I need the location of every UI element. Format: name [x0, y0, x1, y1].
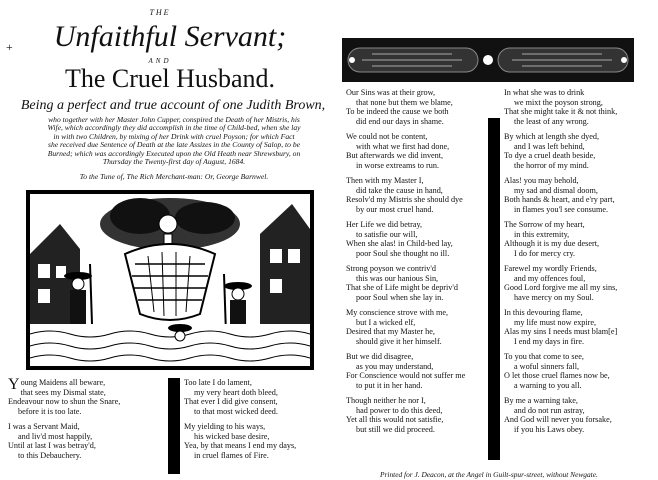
verse-line: Although it is my due desert,	[504, 239, 600, 248]
verse-line: To be indeed the cause we both	[346, 107, 449, 116]
stanza	[346, 308, 486, 346]
verse-line: Until at last I was betray'd,	[8, 441, 96, 450]
verse-line: Alas my sins I needs must blam[e]	[504, 327, 618, 336]
verse-line: did take the cause in hand,	[356, 185, 443, 195]
verse-line: but still we did proceed.	[356, 424, 435, 434]
description-line: Thursday the Twenty-first day of August, 1684.	[102, 157, 246, 167]
verse-line: my life must now expire,	[514, 317, 597, 327]
verse-line: should give it her himself.	[356, 336, 442, 346]
verse-line: Desired that my Master he,	[346, 327, 435, 336]
verse-line: as you may understand,	[356, 361, 434, 371]
description-line: who together with her Master John Cupper, conspired the Death of her Mistris, his	[48, 115, 300, 124]
verse-line: But afterwards we did invent,	[346, 151, 444, 160]
stanza	[8, 422, 168, 460]
verse-line: my very heart doth bleed,	[194, 387, 278, 397]
stanza	[8, 378, 168, 416]
verse-line: to this Debauchery.	[18, 450, 82, 460]
verse-line: if you his Laws obey.	[514, 424, 585, 434]
verse-line: When she alas! in Child-bed lay,	[346, 239, 453, 248]
verse-line: a warning to you all.	[514, 380, 582, 390]
verse-line: the least of any wrong.	[514, 116, 589, 126]
right-verse-column-1	[346, 88, 486, 440]
verse-line: the horror of my mind.	[514, 160, 589, 170]
stanza	[504, 352, 654, 390]
verse-line: Alas! you may behold,	[504, 176, 579, 185]
tune-line: To the Tune of, The Rich Merchant-man: Or, George Barnwel.	[79, 172, 269, 181]
verse-line: his wicked base desire,	[194, 431, 270, 441]
verse-line: and my offences foul,	[514, 273, 586, 283]
column-divider	[168, 378, 180, 474]
verse-line: in cruel flames of Fire.	[194, 450, 269, 460]
verse-line: Resolv'd my Mistris she should dye	[346, 195, 463, 204]
stanza	[346, 352, 486, 390]
verse-line: Yet all this would not satisfie,	[346, 415, 444, 424]
verse-line: a woful sinners fall,	[514, 361, 580, 371]
woodcut-illustration	[26, 190, 314, 370]
verse-line: that none but them we blame,	[356, 97, 453, 107]
verse-line: My conscience strove with me,	[346, 308, 449, 317]
imprint: Printed for J. Deacon, at the Angel in Guilt-spur-street, without Newgate.	[380, 470, 598, 479]
coffin-icon	[342, 38, 634, 82]
verse-line: in worse extreams to run.	[356, 160, 439, 170]
verse-line: For Conscience would not suffer me	[346, 371, 466, 380]
subtitle: Being a perfect and true account of one Judith Brown,	[20, 98, 326, 113]
stanza	[346, 132, 486, 170]
verse-line: with what we first had done,	[356, 141, 450, 151]
verse-line: and I was left behind,	[514, 141, 585, 151]
verse-line: Too late I do lament,	[184, 378, 252, 387]
stanza	[504, 396, 654, 434]
stanza	[504, 88, 654, 126]
stanza	[346, 88, 486, 126]
verse-line: my sad and dismal doom,	[514, 185, 598, 195]
verse-line: Yea, by that means I end my days,	[184, 441, 297, 450]
stanza	[504, 220, 654, 258]
verse-line: that sees my Dismal state,	[20, 387, 106, 397]
title-cruel-husband: The Cruel Husband.	[64, 64, 276, 93]
verse-line: Then with my Master I,	[346, 176, 424, 185]
verse-line: I end my days in fire.	[514, 336, 585, 346]
verse-line: and do not run astray,	[514, 405, 585, 415]
verse-line: and liv'd most happily,	[18, 431, 93, 441]
verse-line: Strong poyson we contriv'd	[346, 264, 436, 273]
right-verse-column-2	[504, 88, 654, 440]
stanza	[184, 422, 334, 460]
verse-line: The Sorrow of my heart,	[504, 220, 585, 229]
verse-line: O let those cruel flames now be,	[504, 371, 610, 380]
verse-line: Our Sins was at their grow,	[346, 88, 436, 97]
verse-line: poor Soul she thought no ill.	[356, 248, 450, 258]
title-the: THE	[149, 8, 171, 17]
description-line: Burned; which was accordingly Executed upon the Old Heath near Shrewsbury, on	[47, 148, 301, 158]
verse-line: Her Life we did betray,	[346, 220, 423, 229]
verse-line: To you that come to see,	[504, 352, 584, 361]
verse-line-text: oung Maidens all beware,	[20, 378, 106, 387]
stanza	[346, 264, 486, 302]
verse-line: Farewel my wordly Friends,	[504, 264, 597, 273]
margin-mark: +	[6, 40, 13, 54]
column-divider	[488, 118, 500, 460]
stanza	[346, 220, 486, 258]
verse-line: to that most wicked deed.	[194, 406, 278, 416]
stanza	[346, 176, 486, 214]
verse-line: That she of Life might be depriv'd	[346, 283, 458, 292]
title-unfaithful-servant: Unfaithful Servant;	[53, 20, 287, 53]
woodcut-scene-icon	[30, 194, 310, 366]
description-line: in with two Children, by mixing of her Drink with cruel Poyson; for which Fact	[53, 131, 295, 141]
verse-line: That ever I did give consent,	[184, 397, 278, 406]
description-line: she received due Sentence of Death at the late Assizes in the County of Salop, to be	[47, 140, 300, 150]
description-line: Wife, which accordingly they did accomplish in the time of Child-bed, when she lay	[47, 123, 301, 133]
stanza	[504, 264, 654, 302]
verse-line: poor Soul when she lay in.	[356, 292, 444, 302]
verse-line: by our most cruel hand.	[356, 204, 434, 214]
left-verse-column-2	[184, 378, 334, 466]
title-and: AND	[148, 57, 172, 65]
verse-line: By me a warning take,	[504, 396, 578, 405]
stanza	[504, 176, 654, 214]
verse-line: this was our hanious Sin,	[356, 273, 439, 283]
verse-line: I do for mercy cry.	[514, 248, 576, 258]
stanza	[504, 132, 654, 170]
verse-line: I was a Servant Maid,	[8, 422, 80, 431]
verse-line: Good Lord forgive me all my sins,	[504, 283, 618, 292]
stanza	[346, 396, 486, 434]
coffin-border-graphic	[342, 38, 634, 82]
verse-line: have mercy on my Soul.	[514, 292, 594, 302]
verse-line: did end our days in shame.	[356, 116, 444, 126]
verse-line: we mixt the poyson strong,	[514, 97, 603, 107]
verse-line: Both hands & heart, and e'ry part,	[504, 195, 615, 204]
verse-line: To dye a cruel death beside,	[504, 151, 596, 160]
verse-line: before it is too late.	[18, 406, 82, 416]
description	[14, 116, 334, 166]
verse-line: to put it in her hand.	[356, 380, 423, 390]
verse-line: in flames you'l see consume.	[514, 204, 609, 214]
stanza	[184, 378, 334, 416]
verse-line: Endeavour now to shun the Snare,	[8, 397, 121, 406]
verse-line: My yielding to his ways,	[184, 422, 266, 431]
verse-line: That she might take it & not think,	[504, 107, 618, 116]
verse-line: But we did disagree,	[346, 352, 414, 361]
verse-line: in this extremity,	[514, 229, 570, 239]
verse-line: By which at length she dyed,	[504, 132, 600, 141]
left-verse-column-1	[8, 378, 168, 466]
stanza	[504, 308, 654, 346]
verse-line: In what she was to drink	[504, 88, 585, 97]
verse-line: had power to do this deed,	[356, 405, 443, 415]
verse-line: We could not be content,	[346, 132, 428, 141]
verse-line: In this devouring flame,	[504, 308, 583, 317]
verse-line: to satisfie our will,	[356, 229, 418, 239]
verse-line: And God will never you forsake,	[504, 415, 612, 424]
verse-line: but I a wicked elf,	[356, 317, 416, 327]
drop-cap: Y	[8, 376, 20, 393]
verse-line: Though neither he nor I,	[346, 396, 426, 405]
